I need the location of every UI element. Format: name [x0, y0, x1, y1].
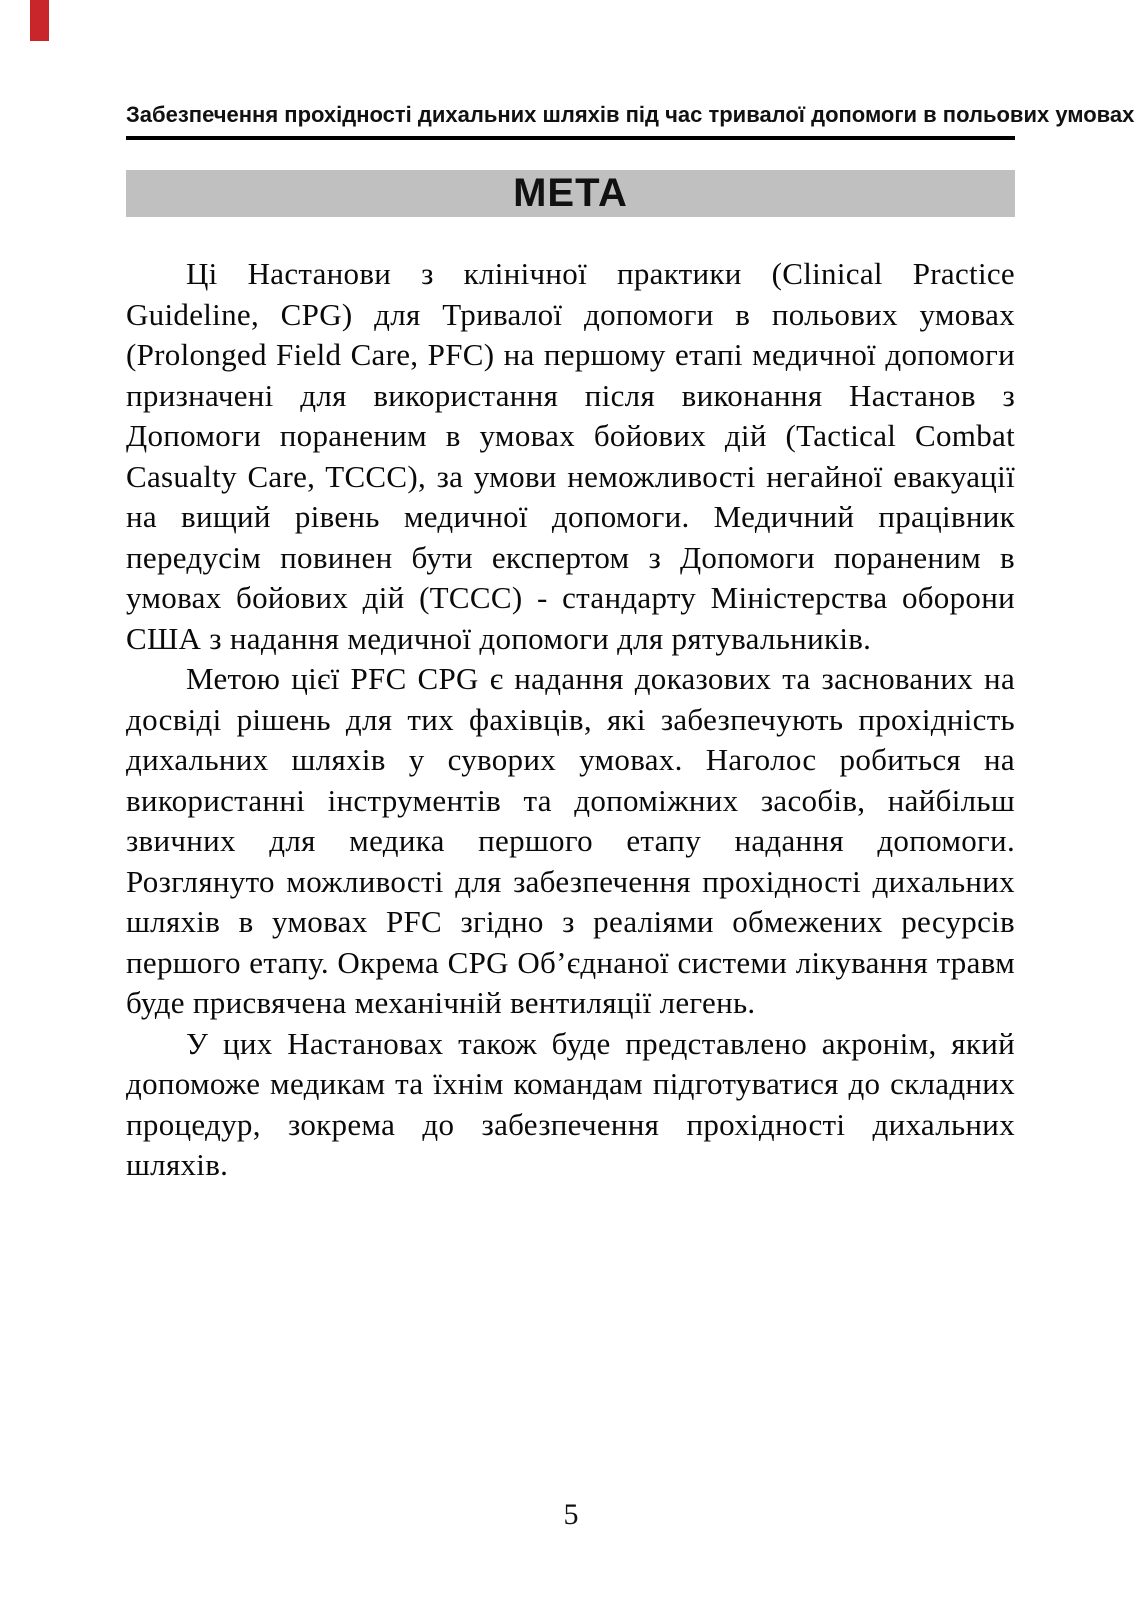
paragraph-1: Ці Настанови з клінічної практики (Clinical Practice Guideline, CPG) для Тривалої допомоги в польових умовах (Prolonged Field Care, PFC) на першому етапі медичної допомоги призначені для використання після виконання Настанов з Допомоги пораненим в умовах бойових дій (Tactical Combat Casualty Care, TCCC), за умови неможливості негайної евакуації на вищий рівень медичної допомоги. Медичний працівник передусім повинен бути експертом з Допомоги пораненим в умовах бойових дій (TCCC) - стандарту Міністерства оборони США з надання медичної допомоги для рятувальників.: [126, 256, 1015, 656]
page-number: 5: [563, 1498, 579, 1531]
section-title-banner: [126, 170, 1015, 217]
paragraph-2: Метою цієї PFC CPG є надання доказових та заснованих на досвіді рішень для тих фахівців, які забезпечують прохідність дихальних шляхів у суворих умовах. Наголос робиться на використанні інструментів та допоміжних засобів, найбільш звичних для медика першого етапу надання допомоги. Розглянуто можливості для забезпечення прохідності дихальних шляхів в умовах PFC згідно з реаліями обмежених ресурсів першого етапу. Окрема CPG Об’єднаної системи лікування травм буде присвячена механічній вентиляції легень.: [126, 661, 1015, 1020]
body-text: [126, 254, 1015, 1186]
red-corner-mark: [30, 0, 49, 41]
header-rule: [126, 136, 1015, 140]
running-header: Забезпечення прохідності дихальних шляхів під час тривалої допомоги в польових умовах: [126, 102, 1135, 127]
paragraph-3: У цих Настановах також буде представлено акронім, який допоможе медикам та їхнім командам підготуватися до складних процедур, зокрема до забезпечення прохідності дихальних шляхів.: [126, 1025, 1015, 1182]
section-title: МЕТА: [513, 171, 628, 215]
